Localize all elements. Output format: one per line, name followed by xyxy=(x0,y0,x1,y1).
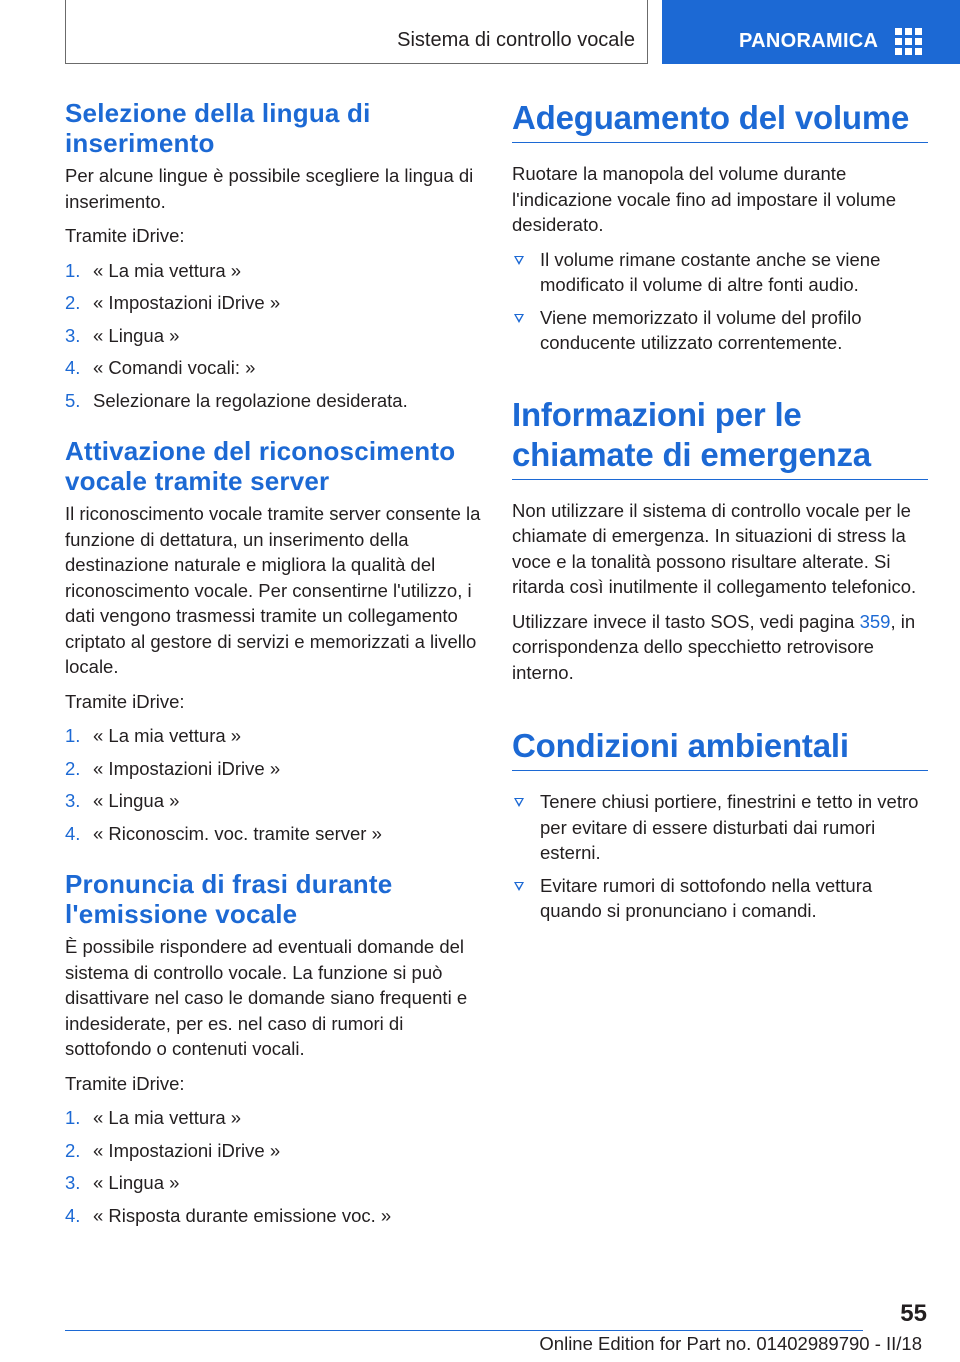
list-item: 5. Selezionare la regolazione desiderata. xyxy=(65,389,408,411)
list-item: 1. « La mia vettura » xyxy=(65,1107,242,1128)
section-title-volume: Adeguamento del volume xyxy=(512,98,928,143)
list-item: Il volume rimane costante anche se viene modificato il volume di altre fonti audio. xyxy=(512,247,928,298)
idrive-label: Tramite iDrive: xyxy=(65,690,185,712)
list-item: 3. « Lingua » xyxy=(65,324,180,346)
idrive-label: Tramite iDrive: xyxy=(65,1072,185,1094)
list-item: 1. « La mia vettura » xyxy=(65,259,242,281)
section-body-voice-output: È possibile rispondere ad eventuali domande del sistema di controllo vocale. La funzione si può disattivare nel caso le domande siano frequenti e indesiderate, per es. nel caso di rumori di sottofondo o contenuti vocali. xyxy=(65,936,468,1059)
footer-divider xyxy=(65,1330,863,1331)
list-item: 2. « Impostazioni iDrive » xyxy=(65,757,281,779)
steps-list-language xyxy=(65,258,483,414)
list-item: 4. « Riconoscim. voc. tramite server » xyxy=(65,822,382,844)
section-title-language: Selezione della lingua di inserimento xyxy=(65,98,371,158)
list-item: 3. « Lingua » xyxy=(65,790,180,811)
list-item: 1. « La mia vettura » xyxy=(65,725,242,746)
list-item: 4. « Comandi vocali: » xyxy=(65,357,256,378)
bullet-list-environment xyxy=(512,789,928,924)
page-number: 55 xyxy=(900,1300,927,1327)
section-title-emergency: Informazioni per le chiamate di emergenza xyxy=(512,395,928,480)
section-body-volume: Ruotare la manopola del volume durante l'indicazione vocale fino ad impostare il volume desiderato. xyxy=(512,163,897,235)
panoramica-tab-label: PANORAMICA xyxy=(739,30,879,52)
triangle-bullet-icon xyxy=(514,256,524,265)
section-title-server: Attivazione del riconoscimento vocale tramite server xyxy=(65,436,456,496)
idrive-label: Tramite iDrive: xyxy=(65,225,185,246)
footer-edition: Online Edition for Part no. 01402989790 - II/18 xyxy=(539,1333,922,1354)
header-section-title: Sistema di controllo vocale xyxy=(397,29,635,51)
section-title-voice-output: Pronuncia di frasi durante l'emissione vocale xyxy=(65,869,393,929)
section-body-emergency-sos: Utilizzare invece il tasto SOS, vedi pagina 359, in corrispondenza dello specchietto retrovisore interno. xyxy=(512,610,916,683)
list-item: 2. « Impostazioni iDrive » xyxy=(65,292,281,313)
section-body-emergency: Non utilizzare il sistema di controllo vocale per le chiamate di emergenza. In situazioni di stress la voce e la tonalità possono risultare alterate. Si ritarda così inutilmente il collegamento telefonico. xyxy=(512,499,917,597)
section-title-environment: Condizioni ambientali xyxy=(512,726,928,771)
list-item: Tenere chiusi portiere, finestrini e tetto in vetro per evitare di essere disturbati dai rumori esterni. xyxy=(512,789,928,866)
section-body-language: Per alcune lingue è possibile scegliere la lingua di inserimento. xyxy=(65,165,474,212)
section-body-server: Il riconoscimento vocale tramite server consente la funzione di dettatura, un inserimento della destinazione naturale e migliora la qualità del riconoscimento vocale. Per consentirne l'utilizzo, i dati vengono trasmessi tramite un collegamento criptato al gestore di servizi e memorizzati a livello locale. xyxy=(65,503,481,677)
list-item: Evitare rumori di sottofondo nella vettura quando si pronunciano i comandi. xyxy=(512,873,928,924)
bullet-list-volume xyxy=(512,247,928,356)
header-section-box xyxy=(65,0,648,64)
steps-list-server xyxy=(65,723,483,846)
page-link-359[interactable]: 359 xyxy=(859,610,891,632)
grid-icon xyxy=(895,28,921,54)
triangle-bullet-icon xyxy=(514,798,524,807)
steps-list-voice-output xyxy=(65,1105,483,1228)
list-item: Viene memorizzato il volume del profilo conducente utilizzato correntemente. xyxy=(512,305,928,356)
panoramica-tab[interactable] xyxy=(662,0,960,64)
list-item: 4. « Risposta durante emissione voc. » xyxy=(65,1204,392,1226)
triangle-bullet-icon xyxy=(514,882,524,891)
list-item: 3. « Lingua » xyxy=(65,1172,180,1193)
triangle-bullet-icon xyxy=(514,314,524,323)
left-column xyxy=(65,98,483,1235)
right-column xyxy=(512,98,928,931)
list-item: 2. « Impostazioni iDrive » xyxy=(65,1139,281,1161)
